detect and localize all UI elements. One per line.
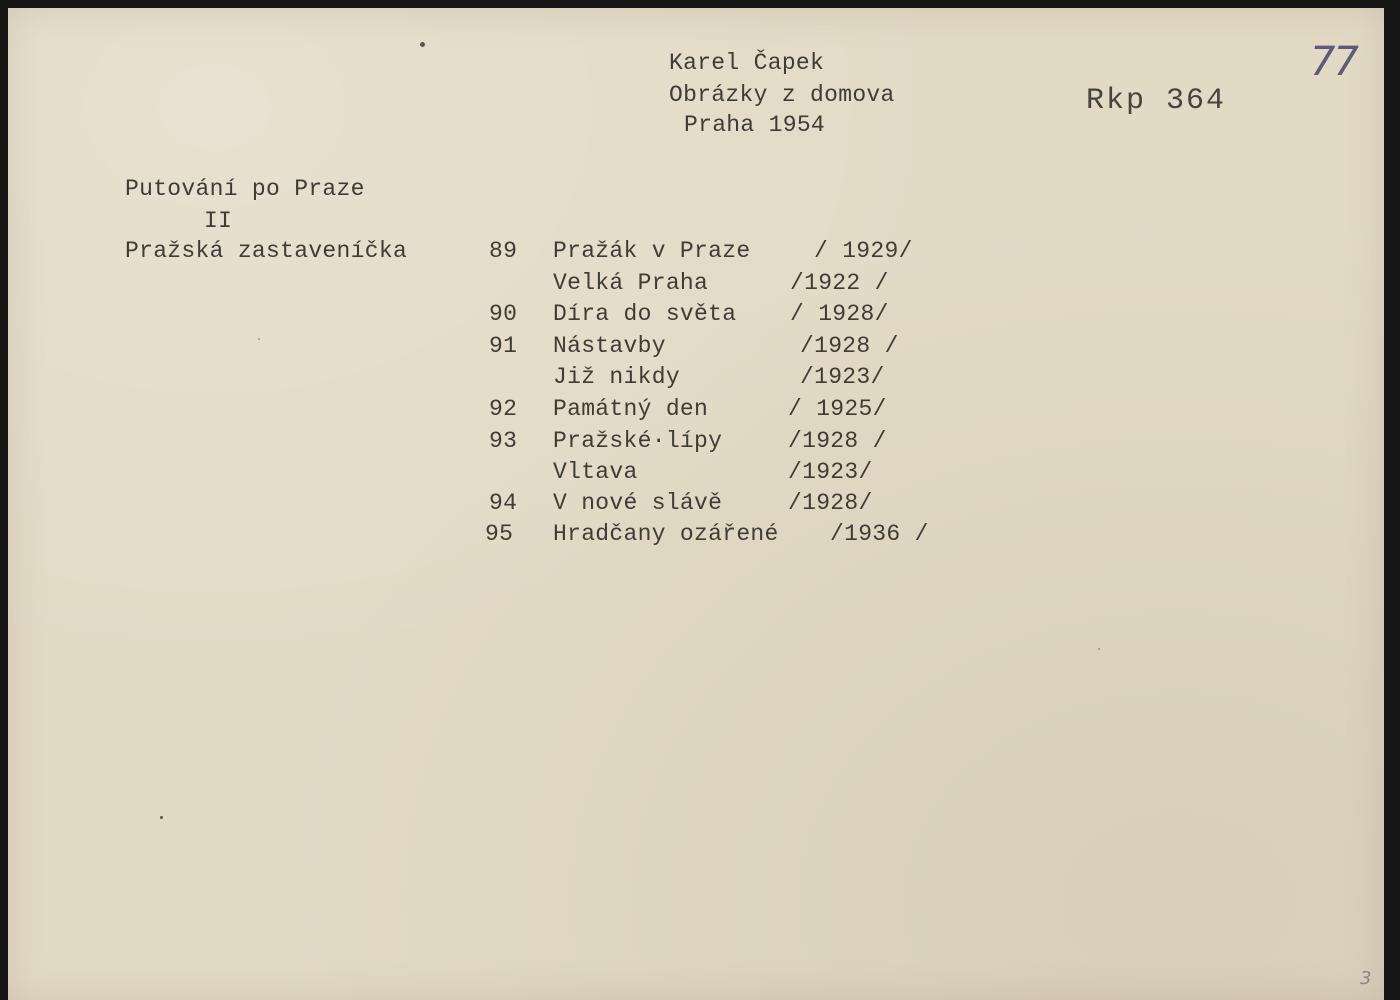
- entry-title: Nástavby: [553, 333, 666, 359]
- section-subtitle: Pražská zastaveníčka: [125, 238, 408, 264]
- entry-title: Díra do světa: [553, 301, 737, 327]
- entry-year: / 1929/: [814, 238, 913, 264]
- entry-title: Pražské·lípy: [553, 428, 723, 454]
- entry-page: 89: [489, 238, 518, 264]
- paper-speck: [420, 42, 425, 47]
- place-year-line: Praha 1954: [684, 112, 826, 138]
- section-part: II: [204, 208, 233, 234]
- entry-title: Památný den: [553, 396, 709, 422]
- entry-year: / 1925/: [788, 396, 887, 422]
- work-title-line: Obrázky z domova: [669, 82, 895, 108]
- entry-title: Velká Praha: [553, 270, 709, 296]
- author-line: Karel Čapek: [669, 50, 825, 76]
- entry-page: 93: [489, 428, 518, 454]
- paper-speck: [258, 338, 260, 340]
- entry-year: /1928/: [788, 490, 873, 516]
- entry-title: Pražák v Praze: [553, 238, 751, 264]
- entry-page: 94: [489, 490, 518, 516]
- entry-year: /1922 /: [790, 270, 889, 296]
- entry-year: /1923/: [800, 364, 885, 390]
- entry-page: 92: [489, 396, 518, 422]
- section-title: Putování po Praze: [125, 176, 365, 202]
- entry-page: 91: [489, 333, 518, 359]
- entry-title: V nové slávě: [553, 490, 723, 516]
- entry-year: / 1928/: [790, 301, 889, 327]
- corner-number: 3: [1360, 968, 1372, 989]
- entry-title: Již nikdy: [553, 364, 680, 390]
- entry-page: 90: [489, 301, 518, 327]
- folio-number: 77: [1310, 39, 1357, 85]
- entry-year: /1923/: [788, 459, 873, 485]
- entry-year: /1928 /: [788, 428, 887, 454]
- entry-page: 95: [485, 521, 514, 547]
- paper-speck: [1098, 648, 1100, 650]
- paper-speck: [160, 816, 163, 819]
- catalog-card: [8, 8, 1384, 1000]
- entry-title: Hradčany ozářené: [553, 521, 779, 547]
- shelfmark: Rkp 364: [1086, 84, 1227, 118]
- entry-title: Vltava: [553, 459, 638, 485]
- entry-year: /1936 /: [830, 521, 929, 547]
- entry-year: /1928 /: [800, 333, 899, 359]
